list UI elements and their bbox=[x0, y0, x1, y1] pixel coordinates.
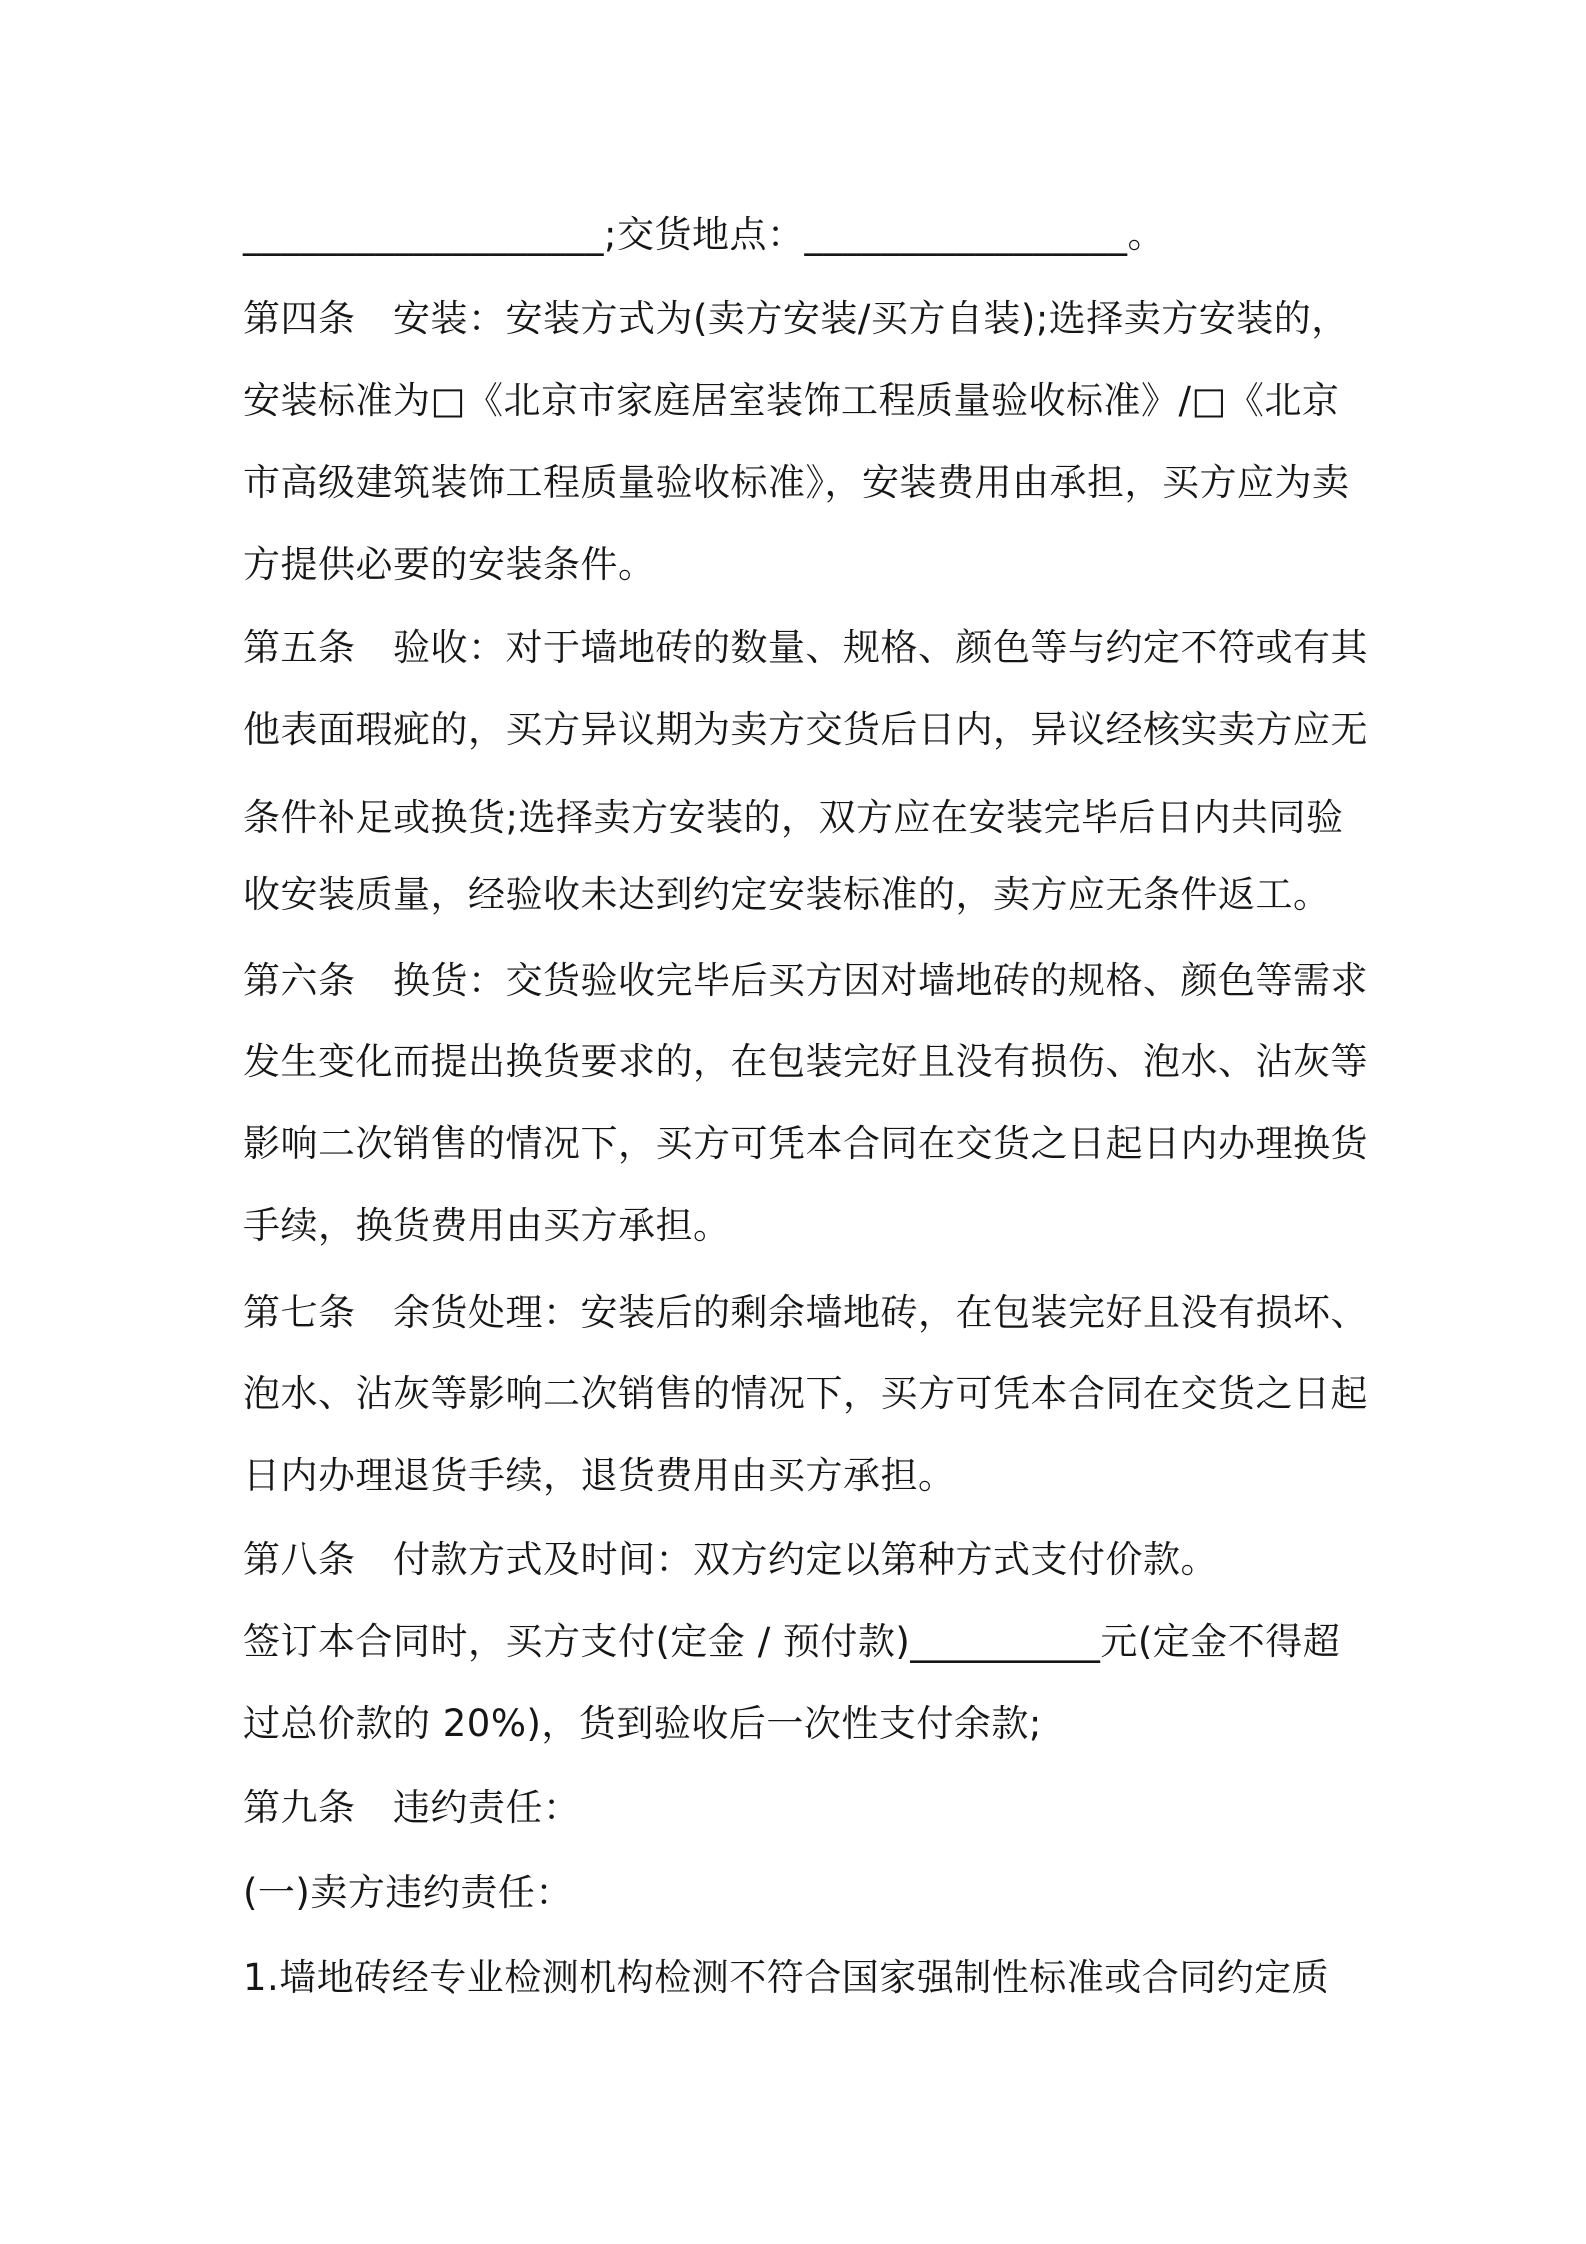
article-5-line-3: 条件补足或换货;选择卖方安装的，双方应在安装完毕后日内共同验 bbox=[243, 796, 1344, 839]
seller-liability-item-1: 1.墙地砖经专业检测机构检测不符合国家强制性标准或合同约定质 bbox=[243, 1956, 1330, 1999]
article-6-line-1: 第六条 换货：交货验收完毕后买方因对墙地砖的规格、颜色等需求 bbox=[243, 959, 1368, 1002]
article-4-line-2: 安装标准为□《北京市家庭居室装饰工程质量验收标准》/□《北京 bbox=[243, 379, 1340, 422]
article-7-line-3: 日内办理退货手续，退货费用由买方承担。 bbox=[243, 1454, 956, 1497]
article-6-line-3: 影响二次销售的情况下，买方可凭本合同在交货之日起日内办理换货 bbox=[243, 1122, 1368, 1165]
article-4-line-4: 方提供必要的安装条件。 bbox=[243, 543, 656, 586]
article-8-line-1: 第八条 付款方式及时间：双方约定以第种方式支付价款。 bbox=[243, 1538, 1218, 1581]
payment-line-1: 签订本合同时，买方支付(定金 / 预付款)__________元(定金不得超 bbox=[243, 1620, 1341, 1663]
article-7-line-2: 泡水、沾灰等影响二次销售的情况下，买方可凭本合同在交货之日起 bbox=[243, 1372, 1368, 1415]
article-6-line-2: 发生变化而提出换货要求的，在包装完好且没有损伤、泡水、沾灰等 bbox=[243, 1040, 1368, 1083]
payment-line-2: 过总价款的 20%)，货到验收后一次性支付余款; bbox=[243, 1702, 1042, 1745]
article-9-heading: 第九条 违约责任： bbox=[243, 1786, 581, 1829]
article-7-line-1: 第七条 余货处理：安装后的剩余墙地砖，在包装完好且没有损坏、 bbox=[243, 1291, 1368, 1334]
delivery-location-line: ___________________;交货地点：_________________。 bbox=[243, 213, 1165, 256]
article-5-line-1: 第五条 验收：对于墙地砖的数量、规格、颜色等与约定不符或有其 bbox=[243, 626, 1368, 669]
article-6-line-4: 手续，换货费用由买方承担。 bbox=[243, 1204, 731, 1247]
article-4-line-1: 第四条 安装：安装方式为(卖方安装/买方自装);选择卖方安装的， bbox=[243, 297, 1349, 340]
seller-liability-heading: (一)卖方违约责任： bbox=[243, 1871, 573, 1914]
article-5-line-2: 他表面瑕疵的，买方异议期为卖方交货后日内，异议经核实卖方应无 bbox=[243, 708, 1368, 751]
article-5-line-4: 收安装质量，经验收未达到约定安装标准的，卖方应无条件返工。 bbox=[243, 873, 1331, 916]
article-4-line-3: 市高级建筑装饰工程质量验收标准》，安装费用由承担，买方应为卖 bbox=[243, 461, 1350, 504]
